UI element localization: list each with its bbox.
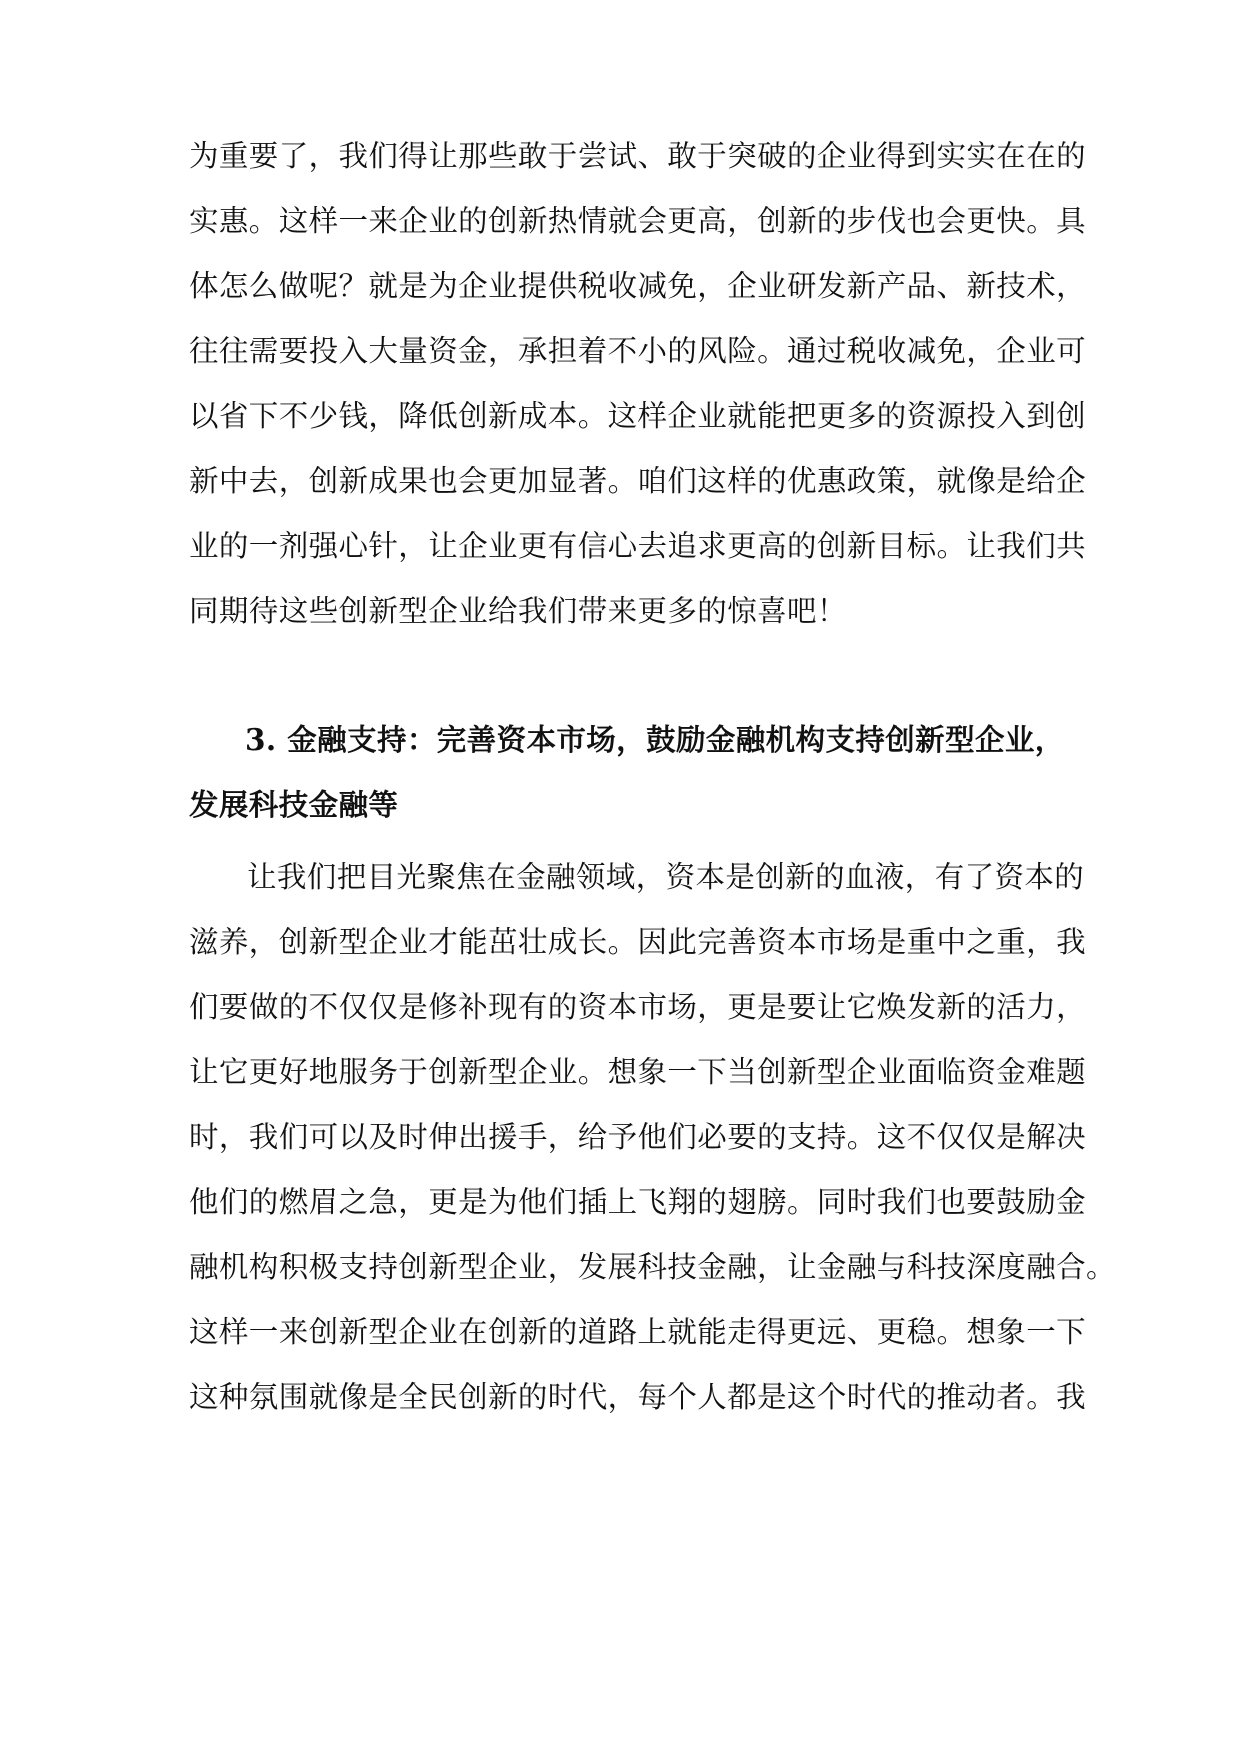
body-text-line: 滋养，创新型企业才能茁壮成长。因此完善资本市场是重中之重，我	[189, 925, 1087, 959]
body-text-line: 们要做的不仅仅是修补现有的资本市场，更是要让它焕发新的活力，	[189, 990, 1087, 1024]
body-text-line: 这种氛围就像是全民创新的时代，每个人都是这个时代的推动者。我	[189, 1380, 1087, 1414]
body-text-line: 时，我们可以及时伸出援手，给予他们必要的支持。这不仅仅是解决	[189, 1120, 1087, 1154]
body-text-line: 他们的燃眉之急，更是为他们插上飞翔的翅膀。同时我们也要鼓励金	[189, 1185, 1087, 1219]
body-text-line: 实惠。这样一来企业的创新热情就会更高，创新的步伐也会更快。具	[189, 204, 1087, 238]
body-text-line: 业的一剂强心针，让企业更有信心去追求更高的创新目标。让我们共	[189, 529, 1087, 563]
body-text-line: 这样一来创新型企业在创新的道路上就能走得更远、更稳。想象一下	[189, 1315, 1087, 1349]
body-text-line: 为重要了，我们得让那些敢于尝试、敢于突破的企业得到实实在在的	[189, 139, 1087, 173]
body-text-line: 新中去，创新成果也会更加显著。咱们这样的优惠政策，就像是给企	[189, 464, 1087, 498]
body-text-line: 让它更好地服务于创新型企业。想象一下当创新型企业面临资金难题	[189, 1055, 1087, 1089]
body-text-line: 以省下不少钱，降低创新成本。这样企业就能把更多的资源投入到创	[189, 399, 1087, 433]
section-heading: 3. 金融支持：完善资本市场，鼓励金融机构支持创新型企业，	[245, 722, 1065, 757]
body-text-line: 融机构积极支持创新型企业，发展科技金融，让金融与科技深度融合。	[189, 1250, 1116, 1284]
body-text-line: 让我们把目光聚焦在金融领域，资本是创新的血液，有了资本的	[247, 860, 1085, 894]
section-heading: 发展科技金融等	[189, 787, 399, 822]
body-text-line: 体怎么做呢？就是为企业提供税收减免，企业研发新产品、新技术，	[189, 269, 1087, 303]
body-text-line: 往往需要投入大量资金，承担着不小的风险。通过税收减免，企业可	[189, 334, 1087, 368]
body-text-line: 同期待这些创新型企业给我们带来更多的惊喜吧！	[189, 594, 847, 628]
